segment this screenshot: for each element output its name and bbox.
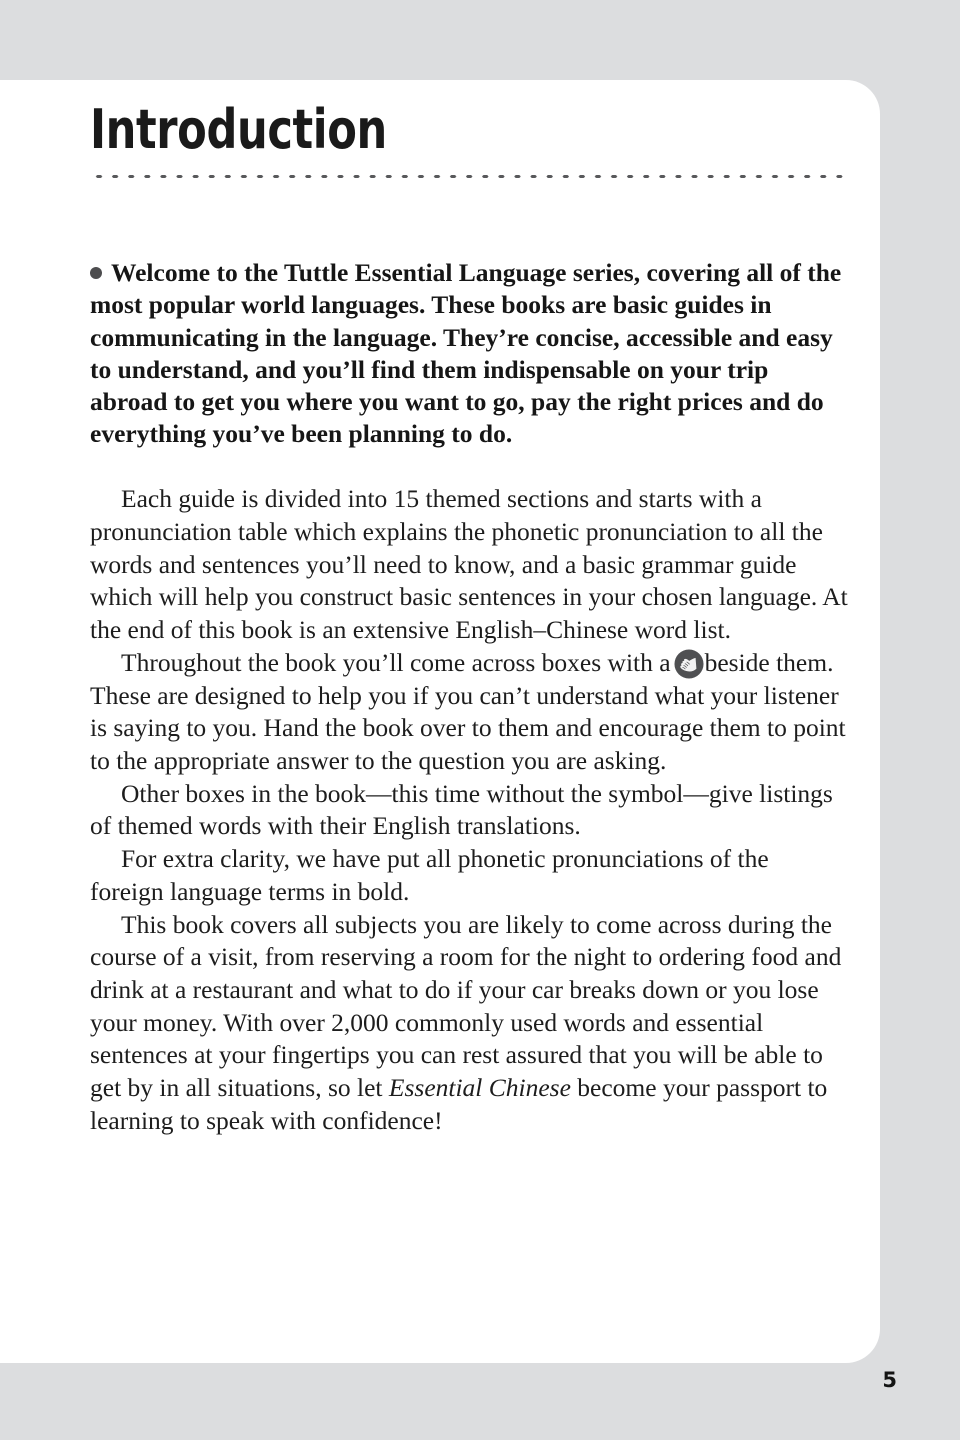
page-content (90, 98, 850, 1137)
book-title-essential-chinese: Essential Chinese (388, 1073, 571, 1103)
paragraph-other-boxes-text: Other boxes in the book—this time without the symbol—give listings of themed words with their English translations. (90, 778, 833, 841)
paragraph-extra-clarity (90, 843, 848, 908)
lead-paragraph (90, 181, 842, 450)
lead-paragraph-text: Welcome to the Tuttle Essential Language series, covering all of the most popular world languages. These books are basic guides in communicating in the language. They’re concise, accessible and easy to understand, and you’ll find them indispensable on your trip abroad to get you where you want to go, pay the right prices and do everything you’ve been planning to do. (90, 258, 842, 449)
paragraph-each-guide-text: Each guide is divided into 15 themed sections and starts with a pronunciation table which explains the phonetic pronunciation to all the words and sentences you’ll need to know, and a basic grammar guide which will help you construct basic sentences in your chosen language. At the end of this book is an extensive English–Chinese word list. (90, 484, 848, 645)
paragraph-throughout-text-after: beside them. These are designed to help you if you can’t understand what your listener is saying to you. Hand the book over to them and encourage them to point to the appropriate answer to the question you are asking. (90, 647, 846, 775)
page-title: Introduction (90, 98, 387, 161)
page-sheet (0, 80, 880, 1363)
paragraph-extra-clarity-text: For extra clarity, we have put all phonetic pronunciations of the foreign language terms in bold. (90, 844, 769, 906)
paragraph-each-guide (90, 483, 848, 647)
paragraph-this-book-text-part-2: become your passport to learning to speak with confidence! (90, 1073, 828, 1135)
paragraph-throughout-text-before: Throughout the book you’ll come across boxes with a (121, 647, 671, 677)
pointing-hand-icon (674, 649, 704, 679)
title-dotted-rule (90, 172, 852, 181)
paragraph-other-boxes (90, 778, 848, 843)
bullet-dot-icon (90, 267, 102, 279)
body-copy (90, 450, 848, 1137)
paragraph-this-book-covers (90, 909, 848, 1138)
paragraph-this-book-text-part-1: This book covers all subjects you are likely to come across during the course of a visit, from reserving a room for the night to ordering food and drink at a restaurant and what to do if your car breaks down or you lose your money. With over 2,000 commonly used words and essential sentences at your fingertips you can rest assured that you will be able to get by in all situations, so let (90, 909, 842, 1103)
paragraph-throughout-the-book (90, 647, 848, 778)
page-number: 5 (882, 1368, 897, 1392)
